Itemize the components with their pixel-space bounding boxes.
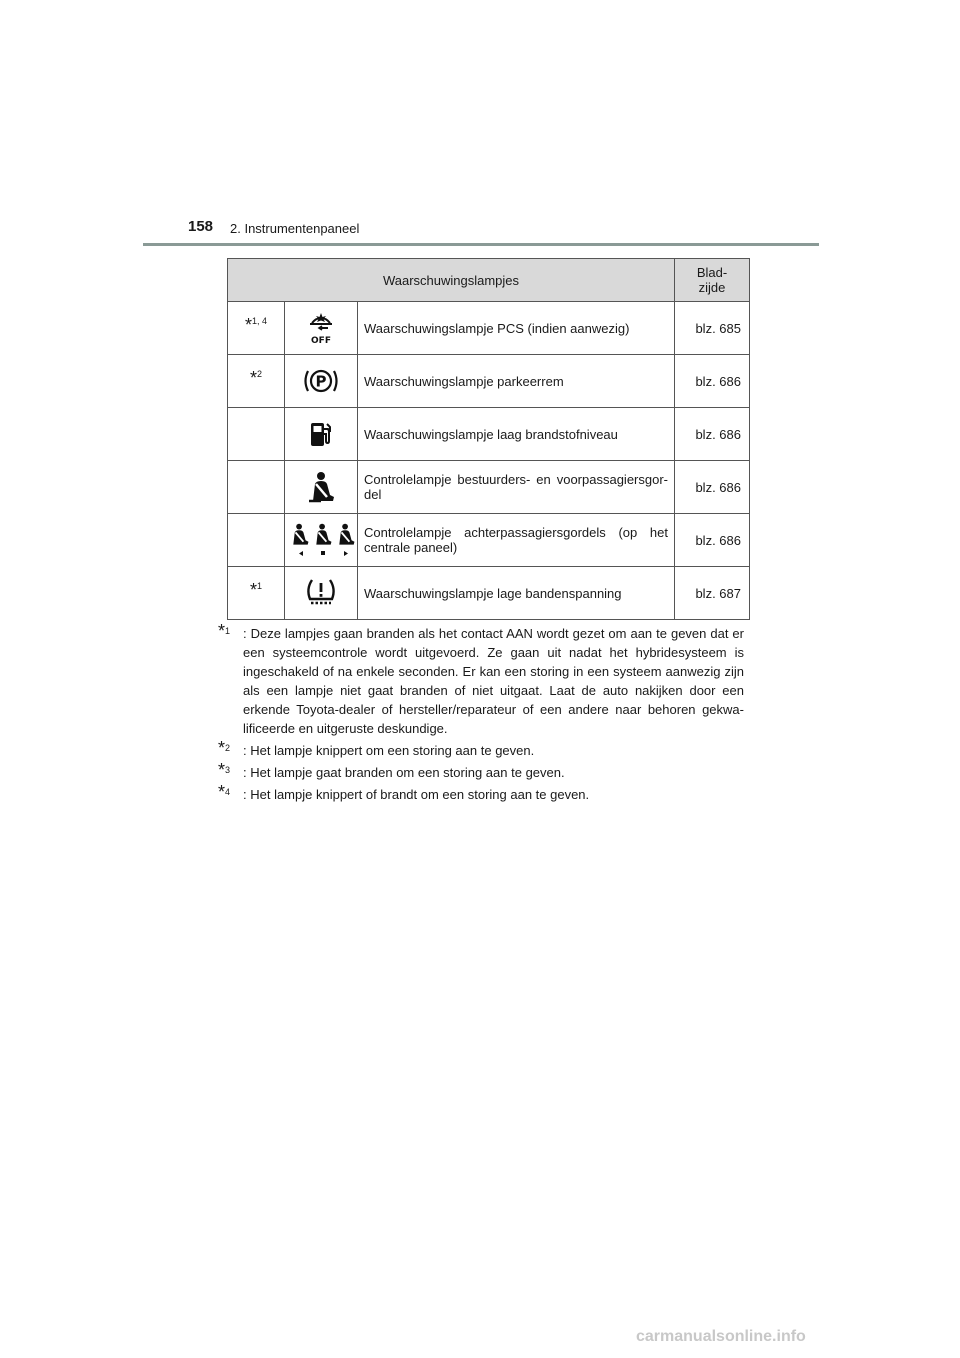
footnote-text: : Deze lampjes gaan branden als het contact AAN wordt gezet om aan te geven dat er een systeemcontrole wordt uitgevoerd. Ze gaan uit nadat het hybridesysteem is ingeschakeld of na enkele seconden. Er kan een storing in een systeem aanwezig zijn als een lampje niet gaat branden of niet uitgaat. Laat de auto nakijken door een erkende Toyota-dealer of hersteller/reparateur of een andere naar behoren gekwa-lificeerde en uitgeruste deskundige. <box>243 626 744 736</box>
footnote-text: : Het lampje knippert of brandt om een storing aan te geven. <box>243 787 590 802</box>
seatbelt-icon <box>285 461 358 514</box>
footnote-mark <box>228 514 285 567</box>
lamp-description: Controlelampje bestuurders- en voorpassagiersgor-del <box>358 461 675 514</box>
table-row <box>228 355 750 408</box>
tire-pressure-icon <box>285 567 358 620</box>
table-row <box>228 567 750 620</box>
page-reference: blz. 686 <box>675 408 750 461</box>
page-number: 158 <box>188 218 214 235</box>
table-row <box>228 408 750 461</box>
lamp-description: Waarschuwingslampje laag brandstofniveau <box>358 408 675 461</box>
rear-seatbelts-icon <box>285 514 358 567</box>
footnote-text: : Het lampje knippert om een storing aan te geven. <box>243 743 535 758</box>
footnote-mark: *$^{1, 4}$ <box>228 302 285 355</box>
page-reference: blz. 687 <box>675 567 750 620</box>
watermark: carmanualsonline.info <box>636 1328 806 1345</box>
footnotes <box>218 621 744 807</box>
table-row <box>228 461 750 514</box>
table-row <box>228 302 750 355</box>
footnote-mark <box>228 461 285 514</box>
fuel-pump-icon <box>285 408 358 461</box>
footnote-text: : Het lampje gaat branden om een storing aan te geven. <box>243 765 565 780</box>
page-reference: blz. 685 <box>675 302 750 355</box>
page-reference: blz. 686 <box>675 461 750 514</box>
footnote-mark: *$^2$ <box>228 355 285 408</box>
pcs-off-icon <box>285 302 358 355</box>
column-header-lamps: Waarschuwingslampjes <box>228 259 675 302</box>
lamp-description: Controlelampje achterpassagiersgordels (op het centrale paneel) <box>358 514 675 567</box>
svg-text:OFF: OFF <box>311 336 331 344</box>
parking-brake-icon <box>285 355 358 408</box>
lamp-description: Waarschuwingslampje lage bandenspanning <box>358 567 675 620</box>
footnote-mark <box>228 408 285 461</box>
footnote: *$^3$ : Het lampje gaat branden om een storing aan te geven. <box>218 760 565 780</box>
section-title: 2. Instrumentenpaneel <box>230 221 360 236</box>
page-reference: blz. 686 <box>675 514 750 567</box>
svg-text:P: P <box>315 372 327 391</box>
footnote: *$^4$ : Het lampje knippert of brandt om een storing aan te geven. <box>218 782 590 802</box>
warning-lamps-table <box>227 258 750 620</box>
footnote-mark: *$^1$ <box>228 567 285 620</box>
header-divider <box>143 243 819 246</box>
footnote: *$^1$ : Deze lampjes gaan branden als het contact AAN wordt gezet om aan te geven dat er een systeemcontrole wordt uitgevoerd. Ze gaan uit nadat het hybridesysteem is ingeschakeld of na enkele seconden. Er kan een storing in een systeem aanwezig zijn als een lampje niet gaat branden of niet uitgaat. Laat de auto nakijken door een erkende Toyota-dealer of hersteller/reparateur of een andere naar behoren gekwa-lificeerde en uitgeruste deskundige. <box>218 621 744 736</box>
table-row <box>228 514 750 567</box>
lamp-description: Waarschuwingslampje PCS (indien aanwezig) <box>358 302 675 355</box>
page-reference: blz. 686 <box>675 355 750 408</box>
lamp-description: Waarschuwingslampje parkeerrem <box>358 355 675 408</box>
footnote: *$^2$ : Het lampje knippert om een storing aan te geven. <box>218 738 535 758</box>
table-header-row <box>228 259 750 302</box>
column-header-page: Blad- zijde <box>675 259 750 302</box>
